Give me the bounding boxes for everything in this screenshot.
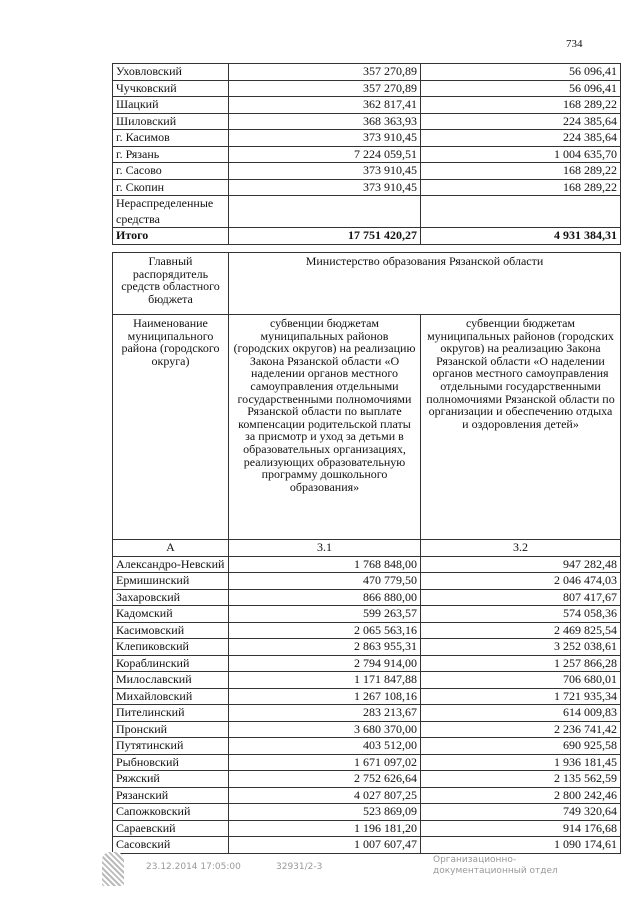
- table-row: [113, 639, 621, 656]
- value-col-2: 224 385,64: [421, 130, 621, 147]
- value-col-1: 362 817,41: [229, 97, 421, 114]
- value-col-2: [421, 196, 621, 228]
- value-col-1: 1 007 607,47: [229, 837, 421, 854]
- value-col-2: 690 925,58: [421, 738, 621, 755]
- column-3-1-header: субвенции бюджетам муниципальных районов (городских округов) на реализацию Закона Рязанской области «О наделении органов местного самоуправления отдельными государственными полномочиями Рязанской области по выплате компенсации родительской платы за присмотр и уход за детьми в образовательных организациях, реализующих образовательную программу дошкольного образования»: [229, 315, 421, 540]
- value-col-2: 2 135 562,59: [421, 771, 621, 788]
- table-row: [113, 804, 621, 821]
- value-col-2: 947 282,48: [421, 556, 621, 573]
- district-name: Нераспределенные средства: [113, 196, 229, 228]
- table-row: [113, 113, 621, 130]
- value-col-1: 283 213,67: [229, 705, 421, 722]
- district-name: Рязанский: [113, 787, 229, 804]
- value-col-1: 523 869,09: [229, 804, 421, 821]
- district-name: Захаровский: [113, 589, 229, 606]
- value-col-2: 168 289,22: [421, 179, 621, 196]
- table-row: [113, 130, 621, 147]
- table-row: [113, 163, 621, 180]
- administrator-value: Министерство образования Рязанской области: [229, 253, 621, 315]
- value-col-2: 1 936 181,45: [421, 754, 621, 771]
- value-col-2: 168 289,22: [421, 97, 621, 114]
- table-row: [113, 754, 621, 771]
- emblem-seal-icon: [102, 852, 124, 886]
- value-col-1: 2 794 914,00: [229, 655, 421, 672]
- value-col-2: 4 931 384,31: [421, 228, 621, 245]
- value-col-1: 373 910,45: [229, 163, 421, 180]
- value-col-1: 7 224 059,51: [229, 146, 421, 163]
- value-col-1: 1 671 097,02: [229, 754, 421, 771]
- table-row: [113, 589, 621, 606]
- value-col-2: 2 469 825,54: [421, 622, 621, 639]
- footer-department: Организационно-документационный отдел: [433, 855, 558, 876]
- total-row: [113, 228, 621, 245]
- table-row: [113, 820, 621, 837]
- value-col-1: 1 768 848,00: [229, 556, 421, 573]
- district-name: Уховловский: [113, 64, 229, 81]
- allocation-table-continued: [112, 63, 621, 245]
- district-name: Кадомский: [113, 606, 229, 623]
- table-row: [113, 705, 621, 722]
- district-name: Михайловский: [113, 688, 229, 705]
- district-name: Ряжский: [113, 771, 229, 788]
- district-name: Александро-Невский: [113, 556, 229, 573]
- table-row: [113, 97, 621, 114]
- value-col-2: 706 680,01: [421, 672, 621, 689]
- district-name: Клепиковский: [113, 639, 229, 656]
- table-row: [113, 196, 621, 228]
- district-name: г. Рязань: [113, 146, 229, 163]
- index-3-1: 3.1: [229, 540, 421, 557]
- value-col-1: 368 363,93: [229, 113, 421, 130]
- value-col-2: 1 090 174,61: [421, 837, 621, 854]
- district-name: Пителинский: [113, 705, 229, 722]
- value-col-2: 749 320,64: [421, 804, 621, 821]
- value-col-2: 2 046 474,03: [421, 573, 621, 590]
- value-col-2: 168 289,22: [421, 163, 621, 180]
- table-row: [113, 606, 621, 623]
- value-col-1: 403 512,00: [229, 738, 421, 755]
- district-name: г. Касимов: [113, 130, 229, 147]
- value-col-1: 373 910,45: [229, 130, 421, 147]
- district-name: Сапожковский: [113, 804, 229, 821]
- footer-timestamp: 23.12.2014 17:05:00: [146, 862, 241, 872]
- district-name: г. Сасово: [113, 163, 229, 180]
- value-col-1: 17 751 420,27: [229, 228, 421, 245]
- table-row: [113, 179, 621, 196]
- table-row: [113, 622, 621, 639]
- value-col-2: 914 176,68: [421, 820, 621, 837]
- value-col-2: 56 096,41: [421, 80, 621, 97]
- value-col-1: 3 680 370,00: [229, 721, 421, 738]
- value-col-1: [229, 196, 421, 228]
- table-row: [113, 672, 621, 689]
- table-row: [113, 556, 621, 573]
- value-col-2: 3 252 038,61: [421, 639, 621, 656]
- value-col-2: 2 236 741,42: [421, 721, 621, 738]
- district-name: г. Скопин: [113, 179, 229, 196]
- district-column-header: Наименование муниципального района (городского округа): [113, 315, 229, 540]
- district-name: Кораблинский: [113, 655, 229, 672]
- table-row: [113, 787, 621, 804]
- district-name: Шацкий: [113, 97, 229, 114]
- column-3-2-header: субвенции бюджетам муниципальных районов (городских округов) на реализацию Закона Рязанской области «О наделении органов местного самоуправления отдельными государственными полномочиями Рязанской области по организации и обеспечению отдыха и оздоровления детей»: [421, 315, 621, 540]
- table-row: [113, 573, 621, 590]
- table-row: [113, 738, 621, 755]
- value-col-2: 56 096,41: [421, 64, 621, 81]
- table-row: [113, 655, 621, 672]
- value-col-2: 807 417,67: [421, 589, 621, 606]
- value-col-2: 1 004 635,70: [421, 146, 621, 163]
- index-a: А: [113, 540, 229, 557]
- index-3-2: 3.2: [421, 540, 621, 557]
- page-number: 734: [566, 38, 583, 50]
- header-row-administrator: [113, 253, 621, 315]
- district-name: Итого: [113, 228, 229, 245]
- district-name: Рыбновский: [113, 754, 229, 771]
- value-col-2: 614 009,83: [421, 705, 621, 722]
- district-name: Путятинский: [113, 738, 229, 755]
- footer-doc-id: 32931/2-3: [276, 862, 323, 872]
- district-name: Ермишинский: [113, 573, 229, 590]
- index-row: [113, 540, 621, 557]
- value-col-1: 470 779,50: [229, 573, 421, 590]
- value-col-1: 373 910,45: [229, 179, 421, 196]
- table-row: [113, 688, 621, 705]
- table-row: [113, 771, 621, 788]
- district-name: Милославский: [113, 672, 229, 689]
- value-col-1: 1 196 181,20: [229, 820, 421, 837]
- value-col-1: 2 752 626,64: [229, 771, 421, 788]
- table-row: [113, 837, 621, 854]
- value-col-1: 357 270,89: [229, 64, 421, 81]
- header-row-columns: [113, 315, 621, 540]
- value-col-2: 574 058,36: [421, 606, 621, 623]
- allocation-table-education: [112, 252, 621, 854]
- value-col-1: 2 065 563,16: [229, 622, 421, 639]
- district-name: Сасовский: [113, 837, 229, 854]
- administrator-label: Главный распорядитель средств областного бюджета: [113, 253, 229, 315]
- value-col-1: 599 263,57: [229, 606, 421, 623]
- value-col-1: 1 171 847,88: [229, 672, 421, 689]
- district-name: Шиловский: [113, 113, 229, 130]
- value-col-1: 4 027 807,25: [229, 787, 421, 804]
- table-row: [113, 64, 621, 81]
- table-row: [113, 721, 621, 738]
- value-col-2: 224 385,64: [421, 113, 621, 130]
- table-row: [113, 146, 621, 163]
- district-name: Пронский: [113, 721, 229, 738]
- table-row: [113, 80, 621, 97]
- value-col-2: 1 721 935,34: [421, 688, 621, 705]
- district-name: Чучковский: [113, 80, 229, 97]
- value-col-1: 357 270,89: [229, 80, 421, 97]
- district-name: Касимовский: [113, 622, 229, 639]
- district-name: Сараевский: [113, 820, 229, 837]
- value-col-1: 2 863 955,31: [229, 639, 421, 656]
- value-col-1: 866 880,00: [229, 589, 421, 606]
- value-col-1: 1 267 108,16: [229, 688, 421, 705]
- value-col-2: 1 257 866,28: [421, 655, 621, 672]
- value-col-2: 2 800 242,46: [421, 787, 621, 804]
